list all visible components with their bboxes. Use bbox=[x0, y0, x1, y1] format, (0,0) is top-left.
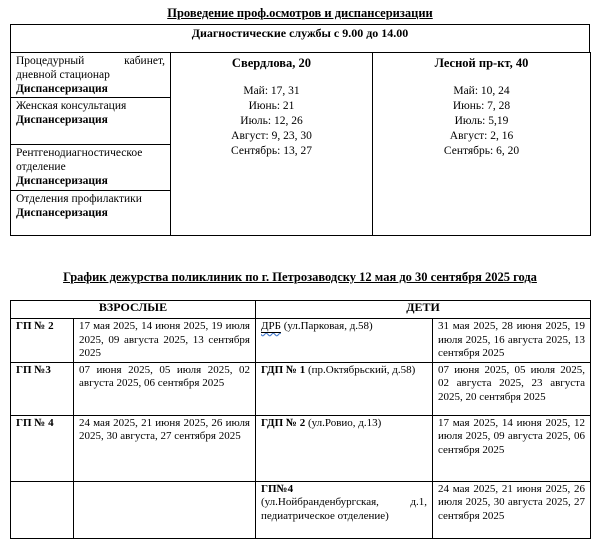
header-children: ДЕТИ bbox=[256, 301, 591, 319]
location-date-line: Июнь: 7, 28 bbox=[452, 100, 511, 112]
child-clinic bbox=[256, 481, 433, 538]
adult-dates: 24 мая 2025, 21 июня 2025, 26 июля 2025, 30 августа, 27 сентября 2025 bbox=[74, 415, 256, 481]
location-date-line: Август: 2, 16 bbox=[449, 130, 514, 142]
spacer bbox=[378, 71, 585, 84]
dept-program: Диспансеризация bbox=[16, 83, 108, 95]
table-row bbox=[11, 362, 591, 415]
adult-dates bbox=[74, 481, 256, 538]
duty-schedule-table bbox=[10, 300, 591, 539]
diagnostic-services-box bbox=[10, 24, 590, 53]
location-date-line: Сентябрь: 13, 27 bbox=[231, 145, 312, 157]
diagnostic-services-text: Диагностические службы с 9.00 до 14.00 bbox=[191, 26, 409, 40]
location-date-line: Май: 17, 31 bbox=[243, 85, 300, 97]
child-dates: 24 мая 2025, 21 июня 2025, 26 июля 2025, 30 августа 2025, 27 сентября 2025 bbox=[433, 481, 591, 538]
location-date-line: Август: 9, 23, 30 bbox=[231, 130, 312, 142]
document-content bbox=[10, 6, 590, 539]
child-clinic-name: ДРБ bbox=[261, 320, 281, 332]
child-clinic-name: ГДП № 2 bbox=[261, 416, 306, 429]
dept-name: Процедурный кабинет, дневной стационар bbox=[16, 55, 165, 81]
dept-name: Рентгенодиагностическое отделение bbox=[16, 147, 143, 173]
child-clinic-address: (ул.Нойбранденбургская, д.1, педиатрическое отделение) bbox=[261, 496, 427, 522]
dept-name: Отделения профилактики bbox=[16, 193, 142, 205]
spellcheck-underline bbox=[261, 320, 281, 332]
dept-cell-womens bbox=[11, 98, 171, 145]
child-clinic-address: (пр.Октябрьский, д.58) bbox=[305, 363, 416, 376]
child-clinic bbox=[256, 362, 433, 415]
location-cell-lesnoy bbox=[373, 53, 591, 236]
table-row bbox=[11, 481, 591, 538]
adult-clinic-label: ГП № 4 bbox=[11, 415, 74, 481]
location-cell-sverdlova bbox=[171, 53, 373, 236]
child-clinic-name: ГП№4 bbox=[261, 482, 294, 495]
child-clinic-address: (ул.Парковая, д.58) bbox=[280, 320, 373, 332]
adult-clinic-label: ГП № 2 bbox=[11, 319, 74, 363]
dept-cell-xray bbox=[11, 145, 171, 191]
table-row bbox=[11, 415, 591, 481]
child-clinic bbox=[256, 415, 433, 481]
header-adults: ВЗРОСЛЫЕ bbox=[11, 301, 256, 319]
location-address: Свердлова, 20 bbox=[231, 56, 312, 70]
section1-title: Проведение проф.осмотров и диспансеризации bbox=[167, 6, 433, 20]
adult-clinic-label: ГП №3 bbox=[11, 362, 74, 415]
child-dates: 31 мая 2025, 28 июня 2025, 19 июля 2025, 16 августа 2025, 13 сентября 2025 bbox=[433, 319, 591, 363]
location-date-line: Июнь: 21 bbox=[248, 100, 295, 112]
child-dates: 17 мая 2025, 14 июня 2025, 12 июля 2025, 09 августа 2025, 06 сентября 2025 bbox=[433, 415, 591, 481]
child-clinic-address: (ул.Ровио, д.13) bbox=[305, 416, 382, 429]
child-clinic bbox=[256, 319, 433, 363]
location-address: Лесной пр-кт, 40 bbox=[434, 56, 529, 70]
dept-program: Диспансеризация bbox=[16, 207, 108, 219]
table-row bbox=[11, 319, 591, 363]
adult-dates: 07 июня 2025, 05 июля 2025, 02 августа 2025, 06 сентября 2025 bbox=[74, 362, 256, 415]
dept-program: Диспансеризация bbox=[16, 114, 108, 126]
dept-name: Женская консультация bbox=[16, 100, 127, 112]
table-header-row bbox=[11, 301, 591, 319]
dept-cell-prevention bbox=[11, 191, 171, 236]
dept-program: Диспансеризация bbox=[16, 175, 108, 187]
screening-schedule-table bbox=[10, 52, 591, 236]
adult-clinic-label bbox=[11, 481, 74, 538]
section2-title: График дежурства поликлиник по г. Петрозаводску 12 мая до 30 сентября 2025 года bbox=[63, 270, 537, 284]
location-date-line: Май: 10, 24 bbox=[453, 85, 510, 97]
table-row bbox=[11, 53, 591, 98]
location-date-line: Июль: 5,19 bbox=[454, 115, 509, 127]
location-date-line: Июль: 12, 26 bbox=[240, 115, 303, 127]
child-dates: 07 июня 2025, 05 июля 2025, 02 августа 2025, 23 августа 2025, 20 сентября 2025 bbox=[433, 362, 591, 415]
location-date-line: Сентябрь: 6, 20 bbox=[443, 145, 520, 157]
spacer bbox=[176, 71, 367, 84]
adult-dates: 17 мая 2025, 14 июня 2025, 19 июля 2025, 09 августа 2025, 13 сентября 2025 bbox=[74, 319, 256, 363]
child-clinic-name: ГДП № 1 bbox=[261, 363, 306, 376]
dept-cell-procedural bbox=[11, 53, 171, 98]
